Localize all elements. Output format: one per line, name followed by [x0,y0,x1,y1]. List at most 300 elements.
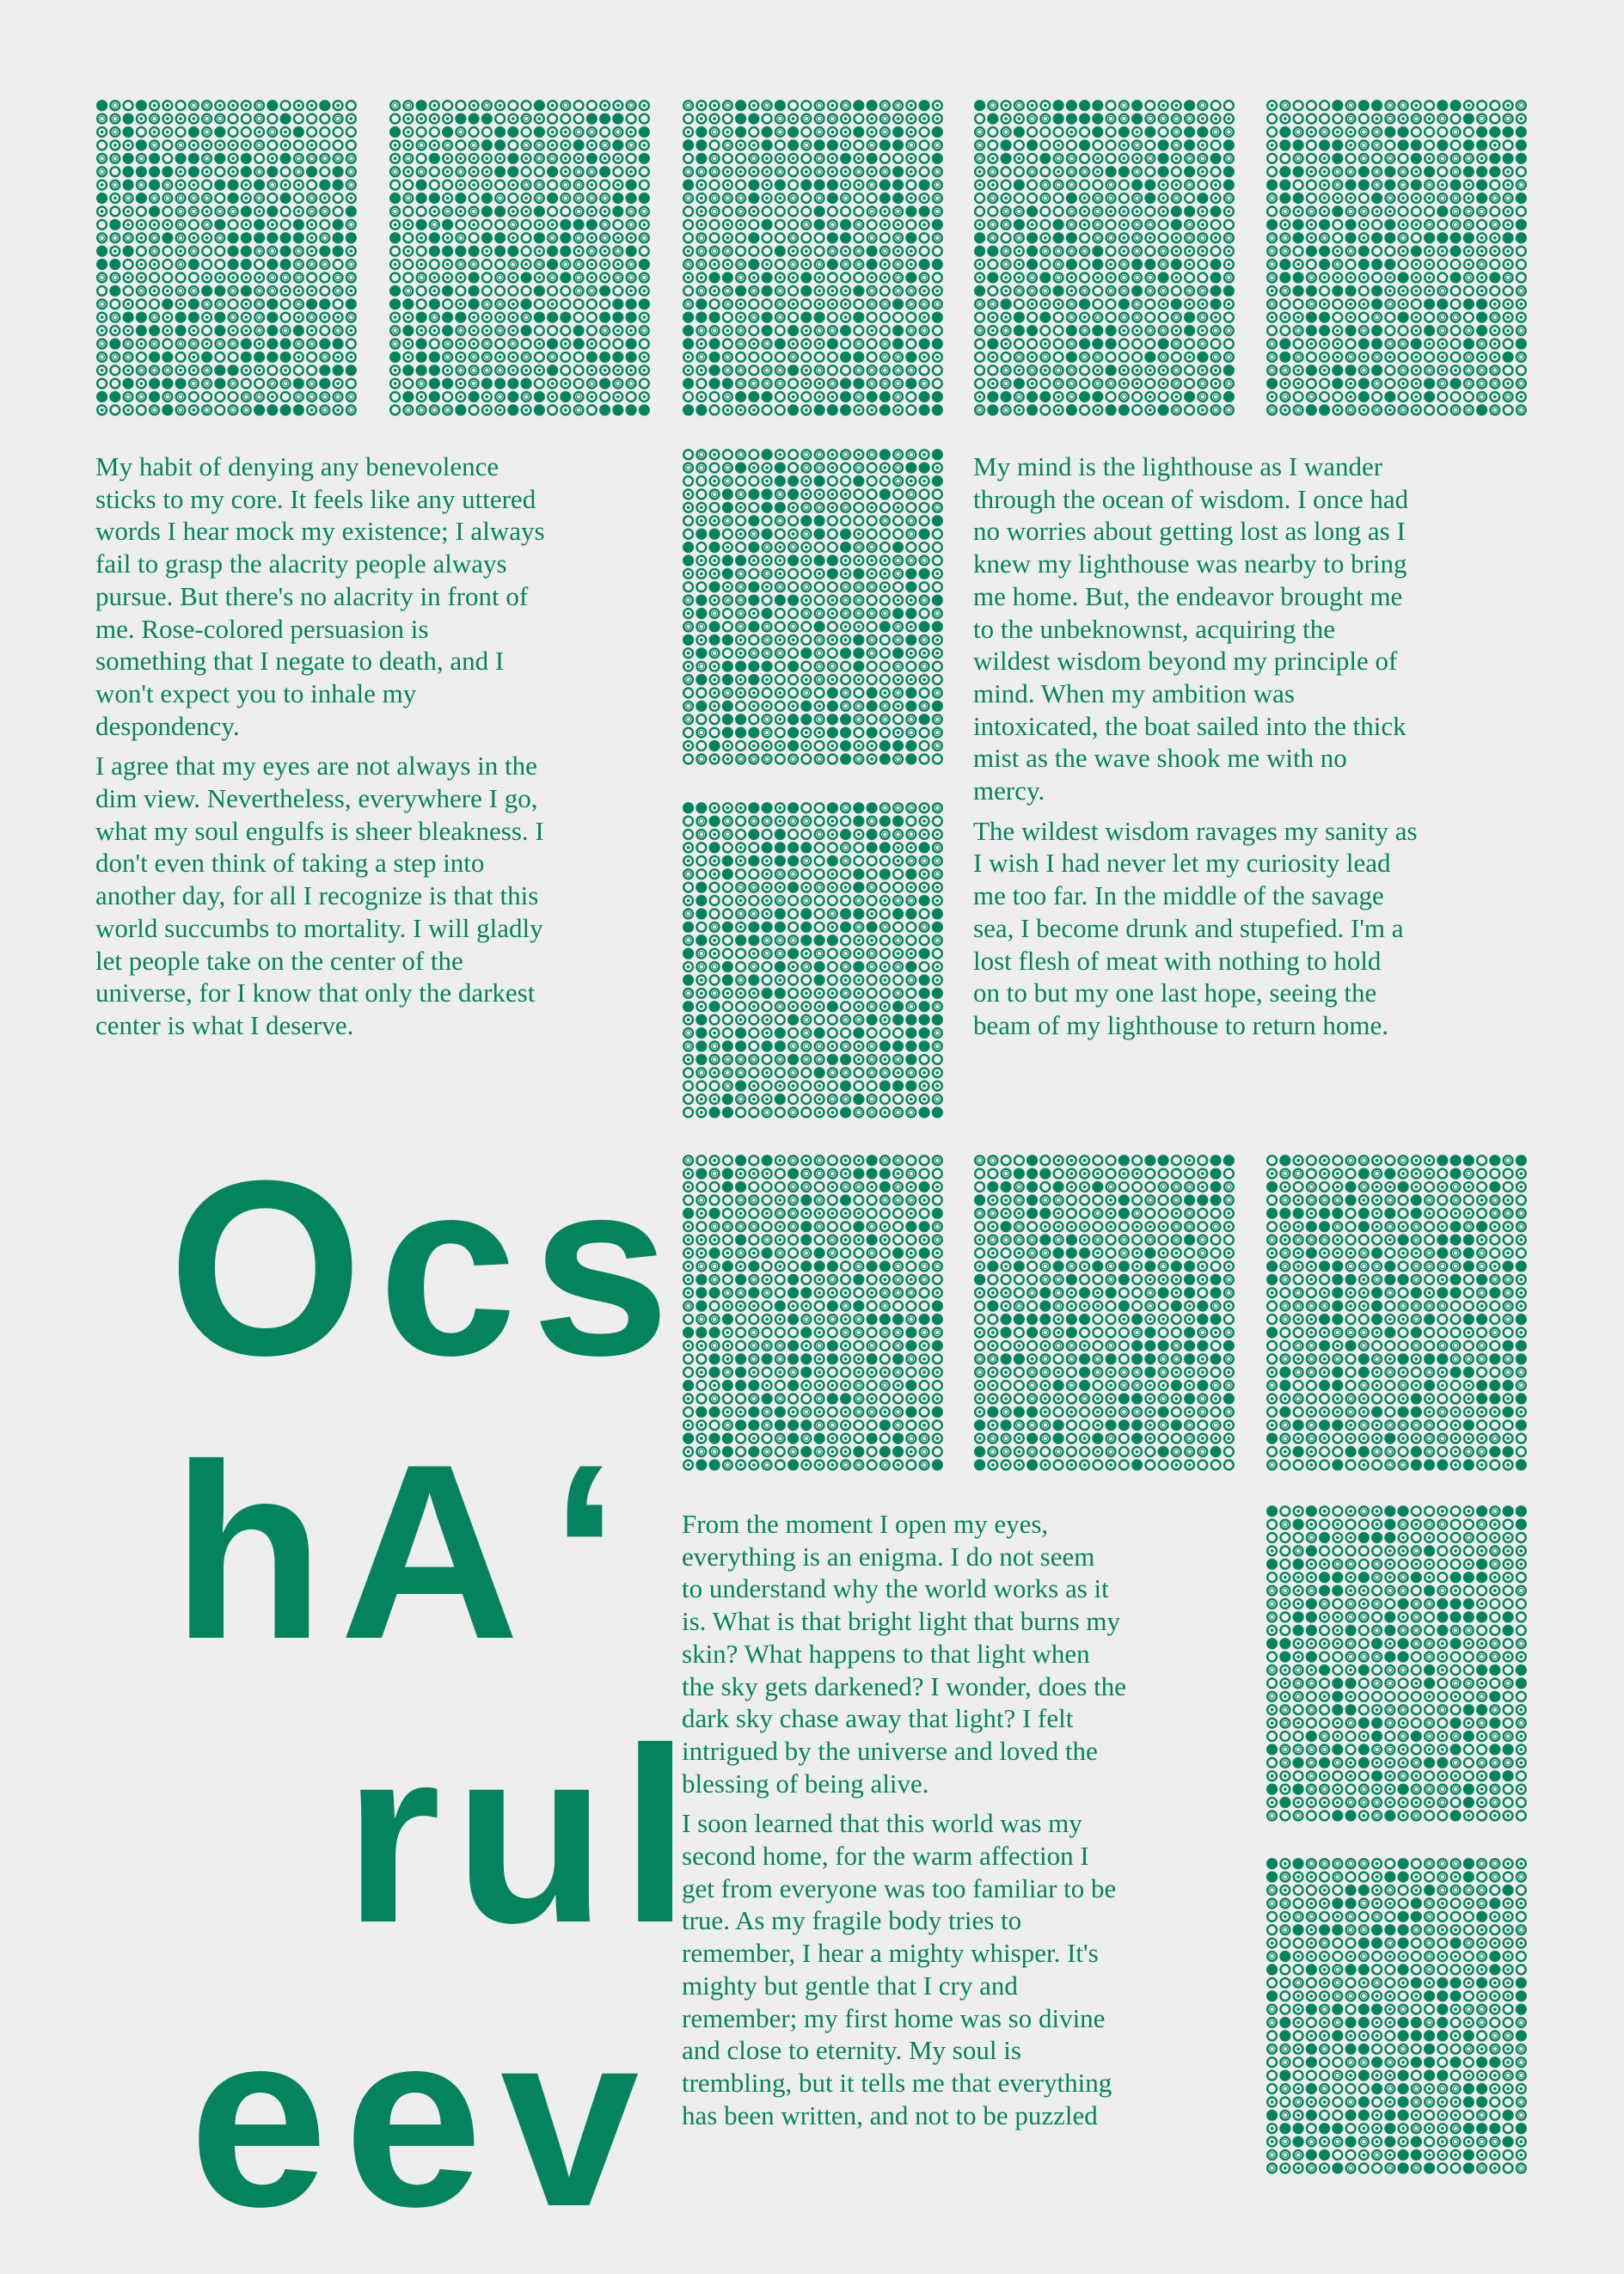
dot-inner-ring [869,1044,874,1049]
dot-filled [827,1001,838,1012]
dot-ring [736,154,745,163]
dot-filled [787,661,799,672]
dot-ring [710,181,720,190]
dot-inner-ring [1440,116,1445,121]
dot-center [831,745,835,748]
dot-inner-ring [1200,381,1205,386]
dot-double-ring [1464,406,1474,415]
dot-double-ring [1280,233,1290,242]
dot-ring [828,516,837,525]
dot-center [1004,290,1008,293]
dot-double-ring [841,596,850,605]
dot-double-ring [854,1015,863,1025]
dot-inner-ring [686,911,691,916]
dot-ring [841,365,850,375]
dot-double-ring [1106,193,1116,203]
dot-filled [1384,391,1395,402]
dot-center [1136,157,1139,161]
dot-ring [975,365,984,375]
dot-filled [696,882,707,893]
dot-double-ring [1211,127,1221,137]
dot-double-ring [710,922,720,932]
dot-center [752,342,756,346]
dot-double-ring [975,127,984,137]
dot-center [1480,236,1484,240]
dot-inner-ring [1122,315,1127,320]
dot-double-ring [1132,247,1142,256]
dot-filled [1184,205,1195,217]
dot-double-ring [880,101,890,110]
dot-inner-ring [1200,341,1205,346]
dot-filled [892,816,904,827]
dot-double-ring [1211,326,1221,335]
dot-inner-ring [1453,315,1458,320]
dot-center [779,573,782,576]
dot-center [857,453,861,457]
dot-double-ring [788,622,798,632]
dot-inner-ring [817,130,822,135]
dot-ring [1517,167,1526,176]
dot-filled [853,126,864,138]
dot-inner-ring [778,130,783,135]
dot-ring [933,326,942,335]
dot-double-ring [1040,247,1050,256]
dot-center [818,342,821,346]
dot-double-ring [683,260,693,269]
dot-center [687,493,690,496]
dot-double-ring [1267,273,1277,283]
dot-filled [762,219,773,230]
dot-ring [801,662,811,671]
dot-inner-ring [1492,381,1498,386]
dot-filled [987,338,998,349]
dot-ring [801,622,811,632]
dot-center [1506,316,1510,319]
dot-ring [815,922,824,932]
dot-ring [1307,260,1316,269]
dot-filled [762,488,773,500]
dot-center [1349,144,1352,147]
dot-double-ring [933,1042,942,1051]
dot-inner-ring [843,506,849,511]
dot-center [713,705,716,708]
dot-center [726,236,730,240]
dot-ring [933,365,942,375]
dot-ring [788,689,798,698]
dot-filled [1332,365,1343,376]
dot-filled [800,701,812,712]
dot-double-ring [1067,365,1076,375]
dot-inner-ring [1043,248,1048,254]
dot-ring [1211,167,1221,176]
dot-filled [1384,180,1395,191]
dot-double-ring [1172,406,1181,415]
dot-center [1323,369,1327,372]
dot-ring [736,542,745,552]
dot-double-ring [854,392,863,401]
dot-ring [710,392,720,401]
dot-ring [775,1015,785,1025]
dot-filled [814,180,825,191]
dot-ring [749,635,758,645]
dot-inner-ring [843,196,849,201]
dot-center [1188,303,1192,306]
dot-inner-ring [883,381,888,386]
dot-center [713,678,716,682]
dot-filled [696,608,707,619]
dot-double-ring [841,962,850,972]
dot-inner-ring [764,638,769,643]
dot-inner-ring [712,492,717,497]
dot-inner-ring [1069,302,1075,307]
dot-ring [788,989,798,998]
dot-inner-ring [1095,355,1100,360]
dot-filled [787,842,799,853]
dot-center [870,573,873,576]
dot-center [1401,382,1405,385]
dot-center [1336,131,1339,134]
dot-center [831,395,835,399]
dot-center [857,678,861,682]
dot-center [1136,382,1139,385]
dot-double-ring [893,662,903,671]
dot-inner-ring [726,598,731,603]
dot-filled [853,352,864,363]
dot-center [870,506,873,510]
dot-filled [814,219,825,230]
dot-ring [1504,365,1513,375]
dot-inner-ring [726,465,731,470]
dot-ring [828,542,837,552]
dot-filled [853,647,864,659]
dot-double-ring [1067,299,1076,309]
dot-center [792,157,795,161]
dot-ring [749,503,758,512]
dot-filled [800,285,812,297]
dot-ring [683,689,693,698]
dot-ring [1093,299,1102,309]
dot-inner-ring [1414,116,1419,121]
dot-filled [905,581,916,592]
dot-double-ring [933,299,942,309]
dot-ring [749,127,758,137]
dot-ring [867,530,877,539]
dot-inner-ring [1296,156,1301,162]
dot-center [870,757,873,761]
dot-ring [1372,154,1382,163]
dot-inner-ring [686,302,691,307]
dot-double-ring [683,1042,693,1051]
dot-center [1401,303,1405,306]
dot-filled [1014,325,1025,336]
dot-inner-ring [1122,103,1127,108]
dot-inner-ring [1296,355,1301,360]
dot-filled [748,259,759,270]
dot-center [1296,316,1300,319]
dot-ring [1504,286,1513,296]
dot-filled [1503,126,1514,138]
dot-double-ring [723,365,732,375]
dot-double-ring [880,1068,890,1077]
dot-filled [1092,391,1103,402]
dot-inner-ring [869,452,874,457]
dot-center [1336,249,1339,253]
dot-double-ring [801,962,811,972]
dot-inner-ring [856,898,861,904]
dot-center [1175,249,1179,253]
dot-ring [1067,141,1076,150]
dot-inner-ring [843,859,849,864]
dot-double-ring [893,803,903,812]
dot-ring [1054,326,1063,335]
dot-inner-ring [1296,328,1301,334]
dot-inner-ring [726,196,731,201]
dot-filled [932,922,943,933]
dot-center [1323,276,1327,279]
dot-center [1044,104,1047,107]
dot-center [1070,276,1074,279]
dot-inner-ring [817,885,822,890]
dot-inner-ring [1148,275,1153,280]
dot-ring [1346,154,1356,163]
dot-double-ring [841,1015,850,1025]
dot-ring [788,181,798,190]
dot-ring [841,207,850,217]
dot-filled [1158,139,1169,150]
dot-double-ring [736,622,745,632]
dot-double-ring [867,286,877,296]
dot-ring [893,976,903,985]
dot-inner-ring [1069,209,1075,214]
dot-filled [1371,298,1382,310]
dot-ring [763,830,772,839]
dot-ring [1307,379,1316,389]
dot-filled [853,1027,864,1039]
dot-center [1415,224,1419,227]
dot-filled [787,475,799,487]
dot-double-ring [1477,207,1486,217]
dot-ring [736,476,745,486]
dot-filled [919,1040,930,1051]
dot-filled [905,701,916,712]
dot-inner-ring [1453,130,1458,135]
dot-ring [880,728,890,738]
dot-double-ring [1437,379,1447,389]
dot-center [700,573,703,576]
dot-filled [1424,378,1435,389]
dot-double-ring [1185,181,1194,190]
dot-ring [1412,127,1421,137]
dot-center [700,197,703,200]
dot-center [687,131,690,134]
dot-inner-ring [712,1044,717,1049]
dot-ring [1451,352,1461,362]
dot-ring [880,503,890,512]
dot-ring [1385,141,1394,150]
dot-filled [683,139,694,150]
dot-ring [1198,273,1207,283]
dot-filled [1371,338,1382,349]
dot-center [1018,117,1021,120]
dot-center [739,846,743,849]
dot-double-ring [1093,313,1102,322]
dot-inner-ring [883,169,888,175]
dot-filled [919,259,930,270]
dot-center [739,806,743,810]
dot-double-ring [1172,127,1181,137]
dot-filled [775,100,786,111]
dot-filled [1489,153,1500,164]
dot-inner-ring [817,951,822,956]
dot-double-ring [880,830,890,839]
dot-center [1493,144,1497,147]
dot-center [1123,382,1126,385]
dot-double-ring [1280,392,1290,401]
dot-filled [1279,272,1290,283]
dot-inner-ring [1187,116,1192,121]
dot-inner-ring [1492,368,1498,373]
dot-inner-ring [1227,156,1232,162]
dot-filled [932,219,943,230]
dot-inner-ring [896,368,901,373]
dot-center [700,395,703,399]
dot-double-ring [1093,193,1102,203]
dot-center [1388,210,1392,213]
dot-center [1493,395,1497,399]
dot-double-ring [788,817,798,826]
dot-double-ring [1451,406,1461,415]
dot-double-ring [1198,233,1207,242]
dot-center [1415,197,1419,200]
dot-filled [974,285,985,297]
dot-center [1109,276,1112,279]
dot-inner-ring [778,1004,783,1009]
dot-double-ring [1267,299,1277,309]
dot-ring [763,689,772,698]
dot-ring [867,622,877,632]
dot-ring [828,476,837,486]
dot-filled [1184,312,1195,323]
dot-center [739,316,743,319]
dot-double-ring [1054,247,1063,256]
dot-inner-ring [909,978,914,983]
dot-center [884,1005,887,1008]
dot-center [910,652,913,655]
dot-inner-ring [817,328,822,334]
dot-ring [1437,260,1447,269]
dot-filled [1026,404,1038,415]
dot-center [1349,395,1352,399]
dot-double-ring [775,114,785,124]
dot-double-ring [906,326,916,335]
dot-ring [1014,193,1024,203]
dot-center [978,395,982,399]
dot-filled [735,1081,746,1092]
dot-inner-ring [1069,169,1075,175]
dot-filled [748,855,759,867]
dot-center [805,731,808,734]
dot-ring [828,365,837,375]
dot-center [700,369,703,372]
dot-ring [801,233,811,242]
dot-filled [1014,312,1025,323]
dot-center [922,224,926,227]
dot-inner-ring [869,651,874,656]
dot-filled [1411,180,1422,191]
dot-center [1415,316,1419,319]
dot-double-ring [696,247,706,256]
dot-inner-ring [1427,223,1432,228]
dot-ring [788,313,798,322]
dot-inner-ring [883,103,888,108]
dot-ring [854,516,863,525]
dot-filled [1384,219,1395,230]
dot-center [936,573,940,576]
dot-center [936,899,940,903]
dot-filled [1516,232,1527,243]
dot-filled [932,701,943,712]
dot-double-ring [933,141,942,150]
dot-ring [1372,220,1382,230]
dot-inner-ring [1480,381,1485,386]
dot-inner-ring [1375,381,1380,386]
dot-inner-ring [1122,262,1127,267]
dot-ring [736,830,745,839]
dot-filled [840,391,851,402]
dot-center [1296,382,1300,385]
dot-center [1136,329,1139,333]
dot-double-ring [1346,101,1356,110]
dot-ring [683,817,693,826]
dot-double-ring [867,207,877,217]
dot-center [818,705,821,708]
dot-double-ring [1464,352,1474,362]
dot-ring [1320,286,1329,296]
dot-inner-ring [1174,116,1180,121]
dot-double-ring [933,503,942,512]
dot-double-ring [893,830,903,839]
dot-filled [827,232,838,243]
dot-inner-ring [1270,275,1275,280]
dot-filled [905,687,916,698]
dot-ring [1159,392,1168,401]
dot-ring [1106,299,1116,309]
dot-filled [735,100,746,111]
dot-filled [1489,166,1500,177]
dot-ring [788,220,798,230]
dot-double-ring [1294,127,1303,137]
dot-center [831,819,835,823]
dot-filled [867,842,878,853]
dot-double-ring [749,154,758,163]
dot-center [870,329,873,333]
dot-center [1428,290,1431,293]
dot-double-ring [736,273,745,283]
dot-filled [827,802,838,813]
dot-filled [1450,180,1462,191]
dot-double-ring [1267,352,1277,362]
dot-inner-ring [909,1004,914,1009]
dot-center [1004,117,1008,120]
dot-ring [723,648,732,658]
dot-ring [841,516,850,525]
dot-center [779,819,782,823]
dot-center [1310,131,1314,134]
dot-filled [722,727,733,739]
dot-ring [1002,352,1011,362]
dot-center [1506,249,1510,253]
dot-ring [920,609,929,618]
